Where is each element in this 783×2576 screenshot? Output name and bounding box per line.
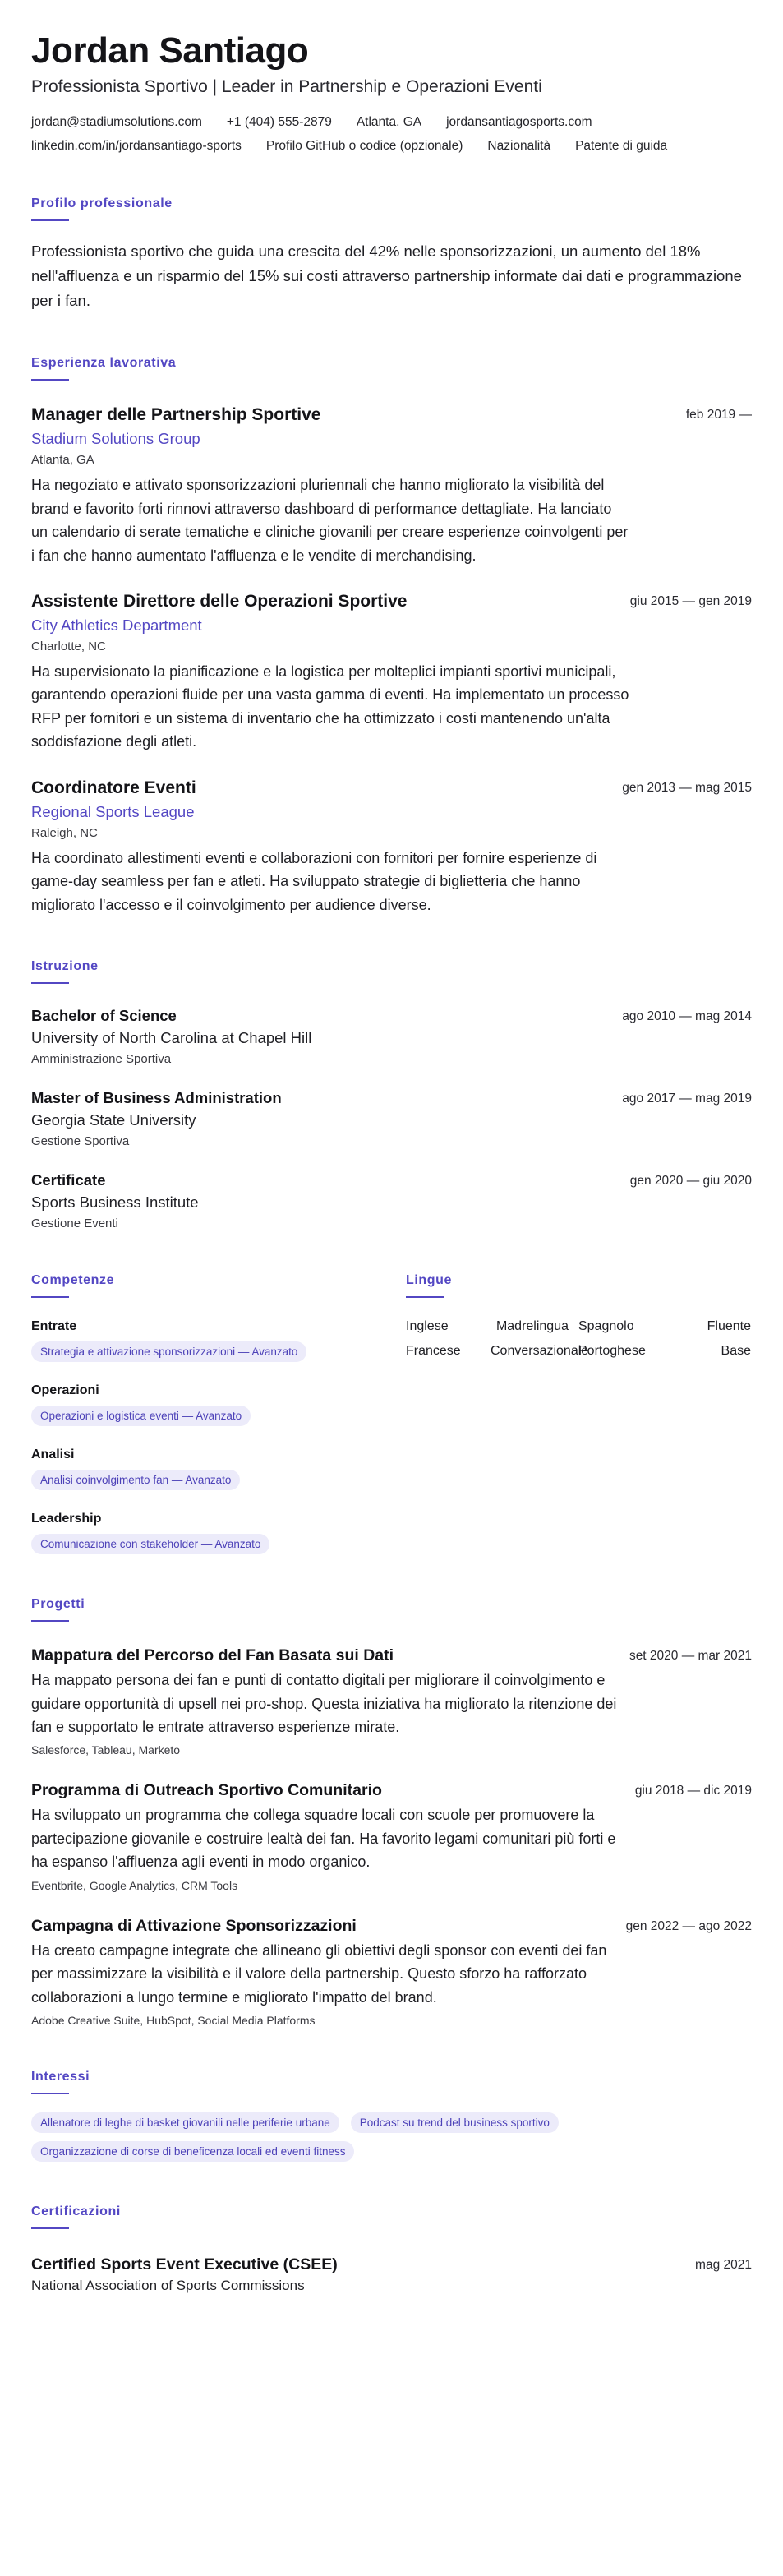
candidate-name: Jordan Santiago (31, 30, 309, 71)
job-title: Manager delle Partnership Sportive (31, 405, 321, 425)
job-entry (31, 592, 752, 754)
education-entry (31, 1171, 752, 1230)
certification-entry (31, 2255, 752, 2294)
section-divider (406, 1296, 444, 1298)
project-description: Ha creato campagne integrate che allineano gli obiettivi degli sponsor con eventi dei fan per massimizzare la visibilità e il valore della partnership. Questo sforzo ha rafforzato collaborazioni a lungo termine e migliorato l'impatto del brand. (31, 1941, 607, 2006)
language-level: Conversazionale (491, 1344, 589, 1359)
skill-category: Leadership (31, 1512, 102, 1526)
skill-chip: Comunicazione con stakeholder — Avanzato (31, 1534, 269, 1554)
contact-email[interactable]: jordan@stadiumsolutions.com (31, 115, 202, 130)
project-entry (31, 1917, 752, 2027)
education-field: Gestione Eventi (31, 1216, 118, 1231)
education-field: Amministrazione Sportiva (31, 1052, 172, 1067)
section-divider (31, 1296, 69, 1298)
project-description: Ha mappato persona dei fan e punti di contatto digitali per migliorare il coinvolgimento e guidare opportunità di upsell nei pro-shop. Questa iniziativa ha migliorato la ritenzione dei fan e supportato le entrate attraverso esperienze mirate. (31, 1672, 617, 1735)
skills-heading: Competenze (31, 1273, 115, 1288)
education-degree: Master of Business Administration (31, 1089, 282, 1107)
project-entry (31, 1781, 752, 1891)
language-level: Madrelingua (495, 1319, 569, 1334)
job-location: Charlotte, NC (31, 639, 106, 654)
section-divider (31, 982, 69, 984)
project-tools: Eventbrite, Google Analytics, CRM Tools (31, 1878, 238, 1892)
project-entry (31, 1646, 752, 1757)
interests-heading: Interessi (31, 2070, 90, 2084)
job-entry (31, 405, 752, 567)
education-date: gen 2020 — giu 2020 (629, 1174, 752, 1189)
projects-heading: Progetti (31, 1597, 85, 1612)
education-date: ago 2017 — mag 2019 (622, 1092, 752, 1106)
language-level: Base (721, 1344, 751, 1359)
education-entry (31, 1089, 752, 1148)
education-school: University of North Carolina at Chapel Hill (31, 1029, 312, 1047)
skill-chip: Analisi coinvolgimento fan — Avanzato (31, 1470, 240, 1490)
contact-location: Atlanta, GA (356, 115, 422, 130)
project-date: gen 2022 — ago 2022 (625, 1918, 752, 1933)
project-date: set 2020 — mar 2021 (629, 1649, 752, 1664)
languages-section (406, 1230, 751, 1554)
job-company: Stadium Solutions Group (31, 430, 200, 448)
skill-chip: Operazioni e logistica eventi — Avanzato (31, 1406, 251, 1426)
education-entry (31, 1007, 752, 1066)
contact-nationality: Nazionalità (487, 139, 551, 154)
summary-text: Professionista sportivo che guida una crescita del 42% nelle sponsorizzazioni, un aumento del 18% nell'affluenza e un risparmio del 15% sui costi attraverso partnership informate dai dati e programmazione per i fan. (31, 242, 742, 310)
certification-date: mag 2021 (695, 2258, 752, 2273)
contact-phone[interactable]: +1 (404) 555-2879 (226, 115, 332, 130)
project-title: Programma di Outreach Sportivo Comunitario (31, 1781, 382, 1800)
candidate-headline: Professionista Sportivo | Leader in Partnership e Operazioni Eventi (31, 77, 542, 97)
job-date: gen 2013 — mag 2015 (622, 780, 752, 795)
interest-chip: Allenatore di leghe di basket giovanili nelle periferie urbane (31, 2112, 339, 2133)
section-divider (31, 379, 69, 381)
job-entry (31, 778, 752, 916)
job-title: Assistente Direttore delle Operazioni Sportive (31, 592, 408, 612)
section-divider (31, 1620, 69, 1622)
project-title: Campagna di Attivazione Sponsorizzazioni (31, 1916, 357, 1935)
interest-chip: Podcast su trend del business sportivo (351, 2112, 559, 2133)
skills-section (31, 1230, 406, 1554)
skill-category: Entrate (31, 1319, 77, 1334)
certifications-section (31, 2204, 752, 2294)
interest-chip: Organizzazione di corse di beneficenza locali ed eventi fitness (31, 2141, 354, 2162)
section-divider (31, 2227, 69, 2229)
summary-section (31, 196, 752, 313)
project-date: giu 2018 — dic 2019 (634, 1784, 752, 1798)
language-name: Portoghese (578, 1344, 646, 1359)
certification-org: National Association of Sports Commissions (31, 2278, 305, 2294)
project-title: Mappatura del Percorso del Fan Basata sui Dati (31, 1646, 394, 1665)
project-description: Ha sviluppato un programma che collega squadre locali con scuole per promuovere la partecipazione giovanile e costruire lealtà dei fan. Ha favorito legami comunitari più forti e ha espanso l'affluenza agli eventi in modo organico. (31, 1807, 616, 1871)
job-title: Coordinatore Eventi (31, 778, 196, 797)
language-name: Francese (406, 1344, 461, 1359)
job-date: feb 2019 — (685, 408, 752, 422)
certifications-heading: Certificazioni (31, 2204, 121, 2219)
language-level: Fluente (707, 1319, 751, 1334)
job-date: giu 2015 — gen 2019 (629, 594, 752, 609)
job-location: Atlanta, GA (31, 453, 94, 468)
experience-section (31, 356, 752, 916)
job-description: Ha supervisionato la pianificazione e la logistica per molteplici impianti sportivi municipali, garantendo operazioni fluide per una vasta gamma di eventi. Ha implementato un processo RFP per fornitori e un sistema di inventario che ha ottimizzato i costi mantenendo un'alta soddisfazione degli atleti. (31, 663, 629, 750)
education-field: Gestione Sportiva (31, 1134, 130, 1149)
contact-driving-license: Patente di guida (575, 139, 668, 154)
job-location: Raleigh, NC (31, 825, 98, 840)
summary-heading: Profilo professionale (31, 196, 173, 211)
language-name: Inglese (406, 1319, 449, 1334)
skills-languages-row (31, 1230, 752, 1554)
job-company: City Athletics Department (31, 616, 202, 635)
education-degree: Bachelor of Science (31, 1007, 177, 1025)
education-section (31, 959, 752, 1230)
education-school: Sports Business Institute (31, 1193, 199, 1212)
education-school: Georgia State University (31, 1111, 196, 1129)
education-heading: Istruzione (31, 959, 99, 974)
job-description: Ha coordinato allestimenti eventi e collaborazioni con fornitori per fornire esperienze di game-day seamless per fan e atleti. Ha sviluppato strategie di biglietteria che hanno migliorato l'accesso e il coinvolgimento per audience diverse. (31, 849, 597, 913)
section-divider (31, 219, 69, 221)
languages-heading: Lingue (406, 1273, 453, 1288)
experience-heading: Esperienza lavorativa (31, 356, 177, 371)
project-tools: Salesforce, Tableau, Marketo (31, 1743, 181, 1757)
interests-section (31, 2070, 752, 2162)
contact-linkedin[interactable]: linkedin.com/in/jordansantiago-sports (31, 139, 242, 154)
project-tools: Adobe Creative Suite, HubSpot, Social Media Platforms (31, 2014, 316, 2028)
projects-section (31, 1597, 752, 2027)
education-date: ago 2010 — mag 2014 (622, 1009, 752, 1024)
job-description: Ha negoziato e attivato sponsorizzazioni pluriennali che hanno migliorato la visibilità del brand e favorito forti rinnovi attraverso dashboard di performance dettagliate. Ha lanciato un calendario di serate tematiche e cliniche giovanili per creare esperienze coinvolgenti per i fan che hanno aumentato l'affluenza e le vendite di merchandising. (31, 477, 629, 564)
certification-title: Certified Sports Event Executive (CSEE) (31, 2255, 338, 2274)
skill-category: Operazioni (31, 1383, 99, 1398)
interest-list (31, 2112, 689, 2162)
section-divider (31, 2093, 69, 2094)
resume-header (31, 31, 752, 154)
education-degree: Certificate (31, 1171, 106, 1189)
language-list (406, 1319, 751, 1359)
skill-chip: Strategia e attivazione sponsorizzazioni — Avanzato (31, 1341, 306, 1362)
skill-category: Analisi (31, 1447, 75, 1462)
contact-website[interactable]: jordansantiagosports.com (446, 115, 592, 130)
contact-github[interactable]: Profilo GitHub o codice (opzionale) (265, 139, 463, 154)
contact-list (31, 115, 730, 154)
language-name: Spagnolo (578, 1319, 634, 1334)
job-company: Regional Sports League (31, 802, 195, 820)
